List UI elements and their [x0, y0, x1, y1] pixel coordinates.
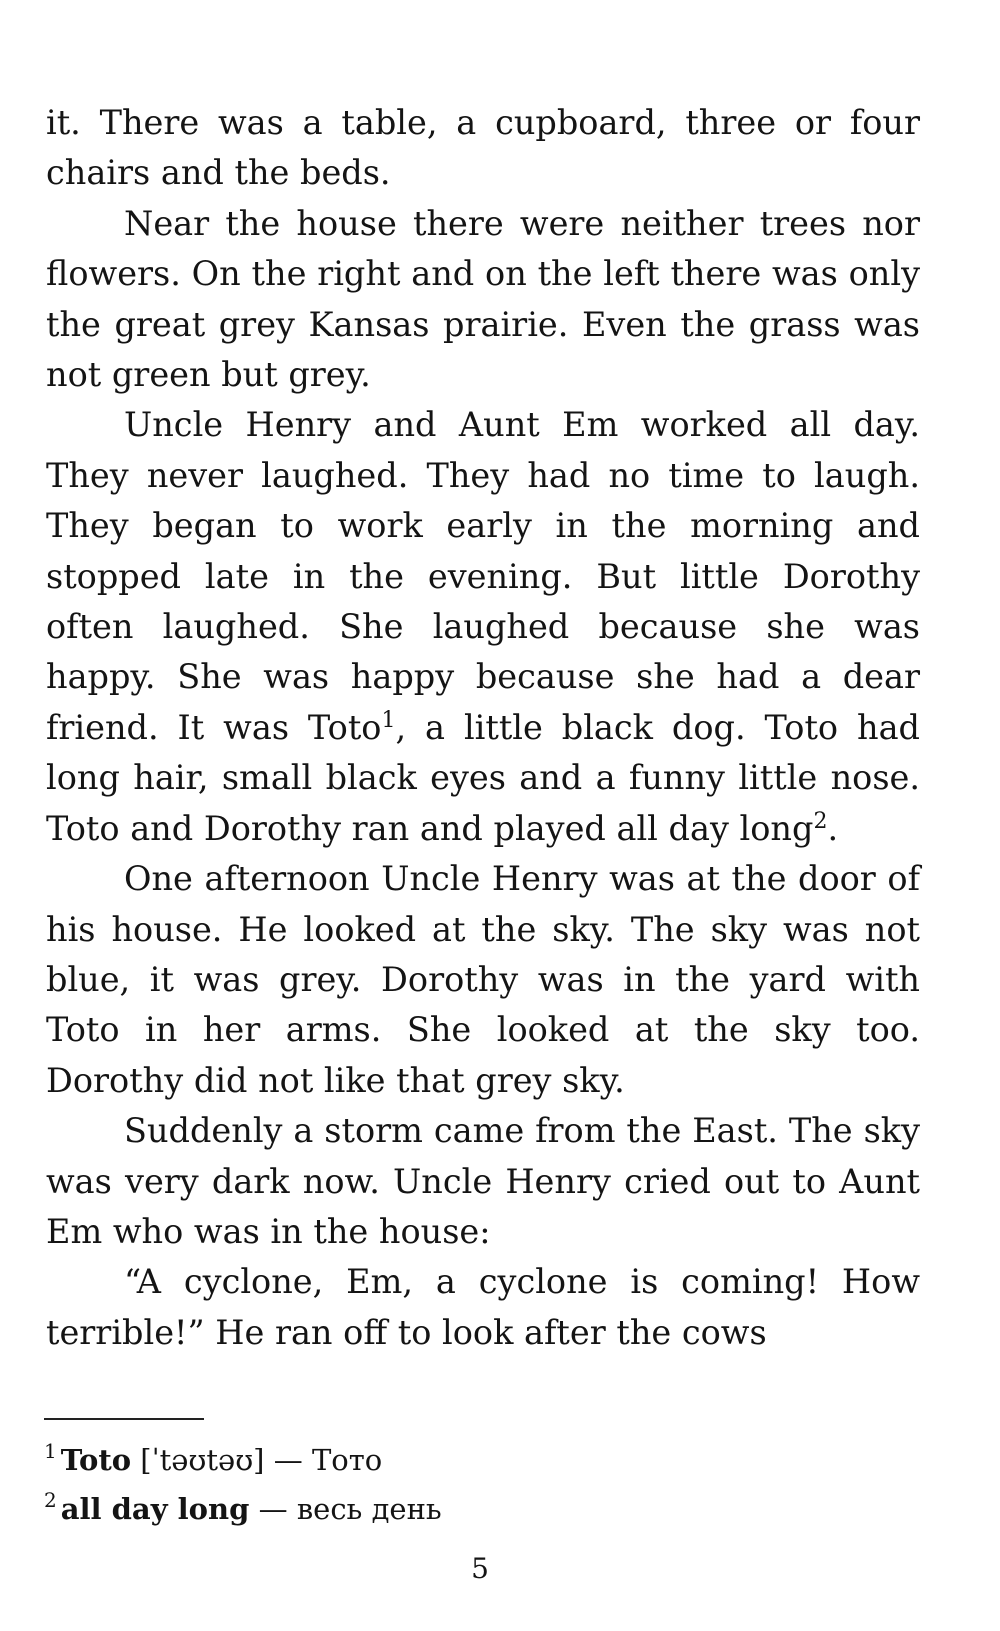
paragraph-text: “A cyclone, Em, a cyclone is coming! How terrible!” He ran off to look after the cows — [46, 1262, 920, 1352]
footnote-dash: — — [258, 1492, 288, 1526]
paragraph-text: One afternoon Uncle Henry was at the door of his house. He looked at the sky. The sky was not blue, it was grey. Dorothy was in the yard with Toto in her arms. She looked at the sky too. Dorothy did not like that grey sky. — [46, 859, 920, 1100]
footnote-translation: весь день — [296, 1492, 442, 1526]
footnote-1 — [44, 1436, 844, 1485]
page-number: 5 — [471, 1552, 489, 1585]
footnote-divider — [44, 1418, 204, 1420]
paragraph-5 — [46, 1106, 920, 1257]
paragraph-text: Uncle Henry and Aunt Em worked all day. They never laughed. They had no time to laugh. They began to work early in the morning and stopped late in the evening. But little Dorothy often laughed. She laughed because she was happy. She was happy because she had a dear friend. It was Toto — [46, 405, 920, 747]
body-text — [46, 98, 920, 1358]
footnote-ref-1: 1 — [381, 707, 396, 733]
footnote-term: Toto — [60, 1443, 132, 1477]
paragraph-3 — [46, 400, 920, 854]
paragraph-text: . — [827, 808, 839, 848]
paragraph-1 — [46, 98, 920, 199]
footnote-term: all day long — [60, 1492, 250, 1526]
paragraph-6 — [46, 1257, 920, 1358]
footnote-mark: 2 — [44, 1488, 57, 1512]
paragraph-text: Near the house there were neither trees nor flowers. On the right and on the left there was only the great grey Kansas prairie. Even the grass was not green but grey. — [46, 203, 920, 395]
footnote-ref-2: 2 — [813, 808, 828, 834]
footnote-mark: 1 — [44, 1439, 57, 1463]
paragraph-4 — [46, 854, 920, 1106]
paragraph-text: it. There was a table, a cupboard, three or four chairs and the beds. — [46, 103, 920, 193]
paragraph-text: , a little black dog. Toto had long hair, small black eyes and a funny little nose. Toto and Dorothy ran and played all day long — [46, 707, 920, 848]
paragraph-2 — [46, 199, 920, 401]
footnote-translation: Тото — [311, 1443, 383, 1477]
footnotes — [44, 1436, 844, 1534]
footnote-2 — [44, 1485, 844, 1534]
footnote-dash: — — [273, 1443, 303, 1477]
footnote-transcription: [ˈtəʊtəʊ] — [140, 1443, 265, 1477]
paragraph-text: Suddenly a storm came from the East. The sky was very dark now. Uncle Henry cried out to Aunt Em who was in the house: — [46, 1111, 920, 1251]
